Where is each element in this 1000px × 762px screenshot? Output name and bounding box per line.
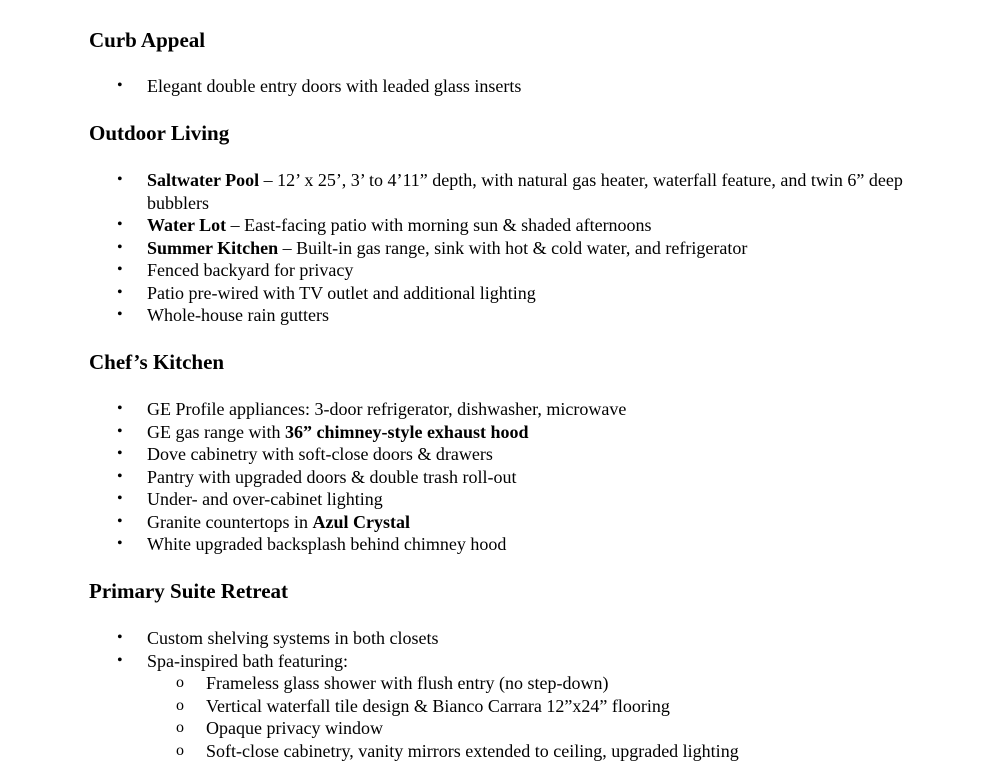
bullet-icon: •: [117, 259, 123, 282]
bullet-icon: •: [117, 488, 123, 511]
chefs-kitchen-list: [0, 398, 927, 556]
list-item: [0, 488, 927, 511]
section-title-curb-appeal: Curb Appeal: [89, 28, 205, 52]
section-title-chefs-kitchen: Chef’s Kitchen: [89, 350, 224, 374]
item-text: White upgraded backsplash behind chimney hood: [147, 534, 506, 554]
circle-bullet-icon: o: [176, 695, 184, 718]
list-item: [0, 466, 927, 489]
list-item: [0, 421, 927, 444]
item-text: Elegant double entry doors with leaded glass inserts: [147, 76, 521, 96]
item-bold-text: 36” chimney-style exhaust hood: [285, 422, 529, 442]
sub-list-item: [0, 695, 926, 718]
bullet-icon: •: [117, 650, 123, 673]
circle-bullet-icon: o: [176, 717, 184, 740]
list-item: [0, 214, 927, 237]
sub-item-text: Opaque privacy window: [206, 718, 383, 738]
list-item: [0, 237, 927, 260]
item-text: Pantry with upgraded doors & double trash roll-out: [147, 467, 516, 487]
list-item: [0, 398, 927, 421]
list-item: [0, 627, 927, 650]
item-text: Fenced backyard for privacy: [147, 260, 353, 280]
item-bold-text: Azul Crystal: [312, 512, 410, 532]
item-text: Spa-inspired bath featuring:: [147, 651, 348, 671]
item-bold-text: Summer Kitchen: [147, 238, 278, 258]
bullet-icon: •: [117, 75, 123, 98]
list-item: [0, 75, 927, 98]
sub-item-text: Frameless glass shower with flush entry (no step-down): [206, 673, 608, 693]
bullet-icon: •: [117, 304, 123, 327]
list-item: [0, 650, 927, 673]
item-text: Whole-house rain gutters: [147, 305, 329, 325]
item-text: GE Profile appliances: 3-door refrigerator, dishwasher, microwave: [147, 399, 626, 419]
sub-list-item: [0, 717, 926, 740]
bullet-icon: •: [117, 421, 123, 444]
outdoor-living-list: [0, 169, 927, 327]
section-title-primary-suite-retreat: Primary Suite Retreat: [89, 579, 288, 603]
circle-bullet-icon: o: [176, 672, 184, 695]
item-text: Granite countertops in: [147, 512, 312, 532]
primary-suite-list: [0, 627, 927, 762]
curb-appeal-list: [0, 75, 927, 98]
item-text: Under- and over-cabinet lighting: [147, 489, 383, 509]
bullet-icon: •: [117, 237, 123, 260]
bullet-icon: •: [117, 466, 123, 489]
sub-list-item: [0, 672, 926, 695]
item-text: Custom shelving systems in both closets: [147, 628, 439, 648]
item-text: – Built-in gas range, sink with hot & cold water, and refrigerator: [278, 238, 747, 258]
list-item: [0, 533, 927, 556]
bullet-icon: •: [117, 511, 123, 534]
bullet-icon: •: [117, 627, 123, 650]
item-text: – East-facing patio with morning sun & shaded afternoons: [226, 215, 651, 235]
circle-bullet-icon: o: [176, 740, 184, 762]
item-text: – 12’ x 25’, 3’ to 4’11” depth, with natural gas heater, waterfall feature, and twin 6” deep bubblers: [147, 170, 903, 213]
list-item: [0, 443, 927, 466]
item-text: Patio pre-wired with TV outlet and additional lighting: [147, 283, 536, 303]
bullet-icon: •: [117, 169, 123, 192]
item-text: Dove cabinetry with soft-close doors & drawers: [147, 444, 493, 464]
sub-item-text: Soft-close cabinetry, vanity mirrors extended to ceiling, upgraded lighting: [206, 741, 739, 761]
list-item: [0, 282, 927, 305]
sub-item-text: Vertical waterfall tile design & Bianco Carrara 12”x24” flooring: [206, 696, 670, 716]
list-item: [0, 511, 927, 534]
bullet-icon: •: [117, 214, 123, 237]
bullet-icon: •: [117, 533, 123, 556]
section-title-outdoor-living: Outdoor Living: [89, 121, 229, 145]
sub-list-item: [0, 740, 926, 762]
bullet-icon: •: [117, 282, 123, 305]
list-item: [0, 259, 927, 282]
item-bold-text: Water Lot: [147, 215, 226, 235]
list-item: [0, 169, 927, 214]
item-bold-text: Saltwater Pool: [147, 170, 259, 190]
bullet-icon: •: [117, 443, 123, 466]
item-text: GE gas range with: [147, 422, 285, 442]
list-item: [0, 304, 927, 327]
bullet-icon: •: [117, 398, 123, 421]
